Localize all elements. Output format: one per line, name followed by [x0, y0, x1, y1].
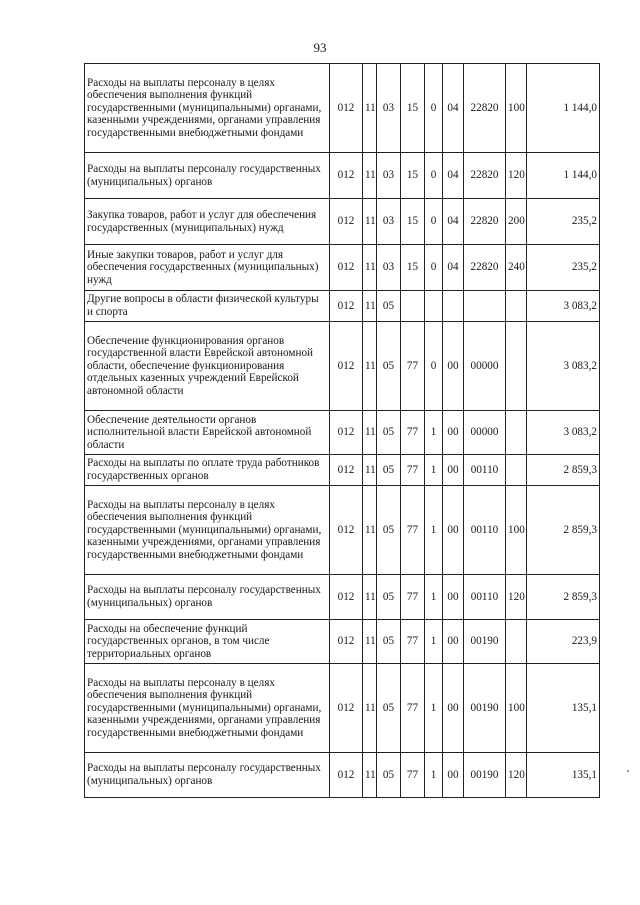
cell-item	[464, 64, 506, 153]
cell-subprogram	[425, 664, 443, 753]
cell-program	[401, 291, 425, 322]
cell-direction-value: 04	[447, 261, 459, 274]
cell-subsection-value: 05	[382, 359, 395, 372]
cell-subsection-value: 05	[382, 701, 395, 714]
cell-program	[401, 753, 425, 798]
cell-subprogram	[425, 322, 443, 411]
cell-item-value: 00190	[470, 768, 499, 781]
cell-direction	[443, 153, 464, 199]
cell-program	[401, 411, 425, 455]
cell-direction	[443, 620, 464, 664]
cell-direction	[443, 64, 464, 153]
cell-section	[363, 411, 377, 455]
cell-direction-value: 00	[447, 523, 459, 536]
cell-item-value: 00190	[470, 635, 499, 648]
cell-section-value: 11	[365, 701, 376, 714]
cell-subsection-value: 03	[382, 261, 395, 274]
cell-item	[464, 486, 506, 575]
cell-subprogram	[425, 455, 443, 486]
cell-expense-type-value: 120	[508, 169, 525, 182]
cell-expense-type-value: 120	[508, 590, 525, 603]
cell-subprogram	[425, 753, 443, 798]
cell-program-value: 77	[406, 635, 419, 648]
cell-ministry-value: 012	[337, 463, 355, 476]
cell-ministry	[330, 486, 363, 575]
cell-section-value: 11	[365, 463, 376, 476]
cell-direction	[443, 322, 464, 411]
table-row	[85, 322, 600, 411]
cell-amount: 1 144,0	[527, 153, 600, 199]
table-row	[85, 486, 600, 575]
cell-ministry-value: 012	[337, 359, 355, 372]
cell-amount: 1 144,0	[527, 64, 600, 153]
cell-program	[401, 620, 425, 664]
cell-expense-type	[506, 411, 527, 455]
cell-direction-value: 04	[447, 215, 459, 228]
cell-subprogram-value: 1	[430, 701, 437, 714]
table-row	[85, 753, 600, 798]
cell-section	[363, 199, 377, 245]
cell-subsection	[377, 664, 401, 753]
cell-direction	[443, 486, 464, 575]
cell-subprogram	[425, 153, 443, 199]
cell-item-value: 00190	[470, 701, 499, 714]
cell-subsection	[377, 245, 401, 291]
table-row	[85, 245, 600, 291]
budget-table	[84, 63, 600, 798]
table-row	[85, 64, 600, 153]
cell-ministry	[330, 64, 363, 153]
cell-amount: 2 859,3	[527, 575, 600, 620]
cell-subprogram-value: 0	[430, 169, 437, 182]
cell-subsection	[377, 153, 401, 199]
cell-amount: 3 083,2	[527, 322, 600, 411]
cell-section-value: 11	[365, 101, 376, 114]
cell-section	[363, 753, 377, 798]
cell-ministry	[330, 620, 363, 664]
cell-subsection	[377, 486, 401, 575]
cell-subsection	[377, 575, 401, 620]
cell-direction	[443, 575, 464, 620]
cell-subprogram	[425, 411, 443, 455]
cell-ministry	[330, 575, 363, 620]
cell-subsection-value: 05	[382, 768, 395, 781]
table-row	[85, 575, 600, 620]
cell-expense-type-value: 200	[508, 215, 525, 228]
cell-program-value: 77	[406, 590, 419, 603]
table-row	[85, 664, 600, 753]
cell-program	[401, 664, 425, 753]
cell-section	[363, 245, 377, 291]
table-row	[85, 199, 600, 245]
cell-name: Расходы на выплаты персоналу в целях обеспечения выполнения функций государственными (муниципальными) органами, казенными учреждениями, органами управления государственными внебюджетными фондами	[85, 486, 330, 575]
cell-expense-type	[506, 575, 527, 620]
cell-subsection-value: 05	[382, 635, 395, 648]
cell-item	[464, 322, 506, 411]
cell-section	[363, 620, 377, 664]
cell-amount: 223,9	[527, 620, 600, 664]
cell-program-value: 15	[406, 101, 419, 114]
cell-subprogram-value: 0	[430, 359, 437, 372]
table-row	[85, 455, 600, 486]
cell-direction	[443, 664, 464, 753]
cell-subprogram	[425, 575, 443, 620]
cell-ministry	[330, 245, 363, 291]
cell-item-value: 00110	[470, 463, 499, 476]
cell-amount: 3 083,2	[527, 291, 600, 322]
cell-name: Обеспечение функционирования органов государственной власти Еврейской автономной области, обеспечение функционирования отдельных казенных учреждений Еврейской автономной области	[85, 322, 330, 411]
cell-program	[401, 322, 425, 411]
cell-program-value: 77	[406, 701, 419, 714]
cell-expense-type	[506, 322, 527, 411]
cell-subsection-value: 05	[382, 463, 395, 476]
cell-direction	[443, 411, 464, 455]
budget-table-body	[85, 64, 600, 798]
cell-amount: 135,1	[527, 753, 600, 798]
cell-item	[464, 291, 506, 322]
cell-amount: 135,1	[527, 664, 600, 753]
cell-subsection	[377, 64, 401, 153]
cell-section-value: 11	[365, 261, 376, 274]
cell-direction-value: 00	[447, 635, 459, 648]
table-row	[85, 291, 600, 322]
cell-subprogram	[425, 199, 443, 245]
cell-program-value: 77	[406, 768, 419, 781]
cell-subsection	[377, 199, 401, 245]
cell-amount: 3 083,2	[527, 411, 600, 455]
cell-section-value: 11	[365, 169, 376, 182]
cell-subprogram-value: 0	[430, 101, 437, 114]
cell-program-value: 15	[406, 169, 419, 182]
cell-section-value: 11	[365, 590, 376, 603]
cell-direction	[443, 455, 464, 486]
cell-expense-type	[506, 753, 527, 798]
cell-expense-type	[506, 486, 527, 575]
cell-subprogram-value: 1	[430, 590, 437, 603]
cell-program	[401, 486, 425, 575]
cell-item	[464, 664, 506, 753]
cell-name: Расходы на обеспечение функций государственных органов, в том числе территориальных органов	[85, 620, 330, 664]
cell-expense-type	[506, 455, 527, 486]
cell-amount: 2 859,3	[527, 486, 600, 575]
cell-expense-type	[506, 664, 527, 753]
cell-item	[464, 411, 506, 455]
cell-name: Расходы на выплаты персоналу государственных (муниципальных) органов	[85, 753, 330, 798]
cell-program-value: 77	[406, 523, 419, 536]
cell-section	[363, 664, 377, 753]
cell-item-value: 22820	[470, 169, 499, 182]
cell-program	[401, 455, 425, 486]
cell-subprogram	[425, 291, 443, 322]
cell-subprogram-value: 1	[430, 426, 437, 439]
cell-item-value: 00110	[470, 523, 499, 536]
cell-name: Обеспечение деятельности органов исполнительной власти Еврейской автономной области	[85, 411, 330, 455]
cell-direction-value: 00	[447, 590, 459, 603]
cell-section	[363, 153, 377, 199]
cell-program-value: 77	[406, 463, 419, 476]
cell-subsection	[377, 322, 401, 411]
scan-speck	[627, 770, 629, 772]
cell-program-value: 77	[406, 426, 419, 439]
cell-ministry	[330, 153, 363, 199]
cell-program-value: 15	[406, 215, 419, 228]
cell-name: Расходы на выплаты персоналу в целях обеспечения выполнения функций государственными (муниципальными) органами, казенными учреждениями, органами управления государственными внебюджетными фондами	[85, 664, 330, 753]
cell-direction-value: 00	[447, 768, 459, 781]
cell-amount: 235,2	[527, 199, 600, 245]
cell-ministry	[330, 322, 363, 411]
cell-subprogram-value: 1	[430, 768, 437, 781]
cell-name: Иные закупки товаров, работ и услуг для обеспечения государственных (муниципальных) нужд	[85, 245, 330, 291]
cell-ministry-value: 012	[337, 523, 355, 536]
cell-subsection	[377, 291, 401, 322]
cell-subsection-value: 03	[382, 169, 395, 182]
table-row	[85, 153, 600, 199]
cell-ministry-value: 012	[337, 215, 355, 228]
cell-ministry-value: 012	[337, 768, 355, 781]
cell-section-value: 11	[365, 299, 376, 312]
cell-ministry	[330, 753, 363, 798]
cell-direction-value: 04	[447, 101, 459, 114]
cell-subprogram	[425, 486, 443, 575]
cell-name: Расходы на выплаты по оплате труда работников государственных органов	[85, 455, 330, 486]
cell-subsection	[377, 455, 401, 486]
cell-section-value: 11	[365, 359, 376, 372]
cell-expense-type	[506, 620, 527, 664]
cell-expense-type	[506, 245, 527, 291]
cell-name: Другие вопросы в области физической культуры и спорта	[85, 291, 330, 322]
cell-subprogram	[425, 64, 443, 153]
cell-ministry	[330, 411, 363, 455]
cell-item	[464, 575, 506, 620]
cell-item-value: 00000	[470, 359, 499, 372]
cell-ministry	[330, 199, 363, 245]
cell-program-value: 15	[406, 261, 419, 274]
cell-item-value: 00000	[470, 426, 499, 439]
cell-section-value: 11	[365, 523, 376, 536]
cell-direction	[443, 199, 464, 245]
cell-item	[464, 753, 506, 798]
cell-section	[363, 322, 377, 411]
cell-ministry-value: 012	[337, 701, 355, 714]
cell-item	[464, 153, 506, 199]
cell-program	[401, 575, 425, 620]
cell-section	[363, 291, 377, 322]
cell-subsection	[377, 753, 401, 798]
cell-item-value: 22820	[470, 101, 499, 114]
cell-section-value: 11	[365, 768, 376, 781]
cell-expense-type-value: 100	[508, 523, 525, 536]
cell-expense-type	[506, 153, 527, 199]
cell-direction-value: 04	[447, 169, 459, 182]
cell-ministry-value: 012	[337, 426, 355, 439]
cell-program	[401, 199, 425, 245]
cell-program	[401, 245, 425, 291]
cell-amount: 2 859,3	[527, 455, 600, 486]
cell-section-value: 11	[365, 215, 376, 228]
cell-amount: 235,2	[527, 245, 600, 291]
cell-name: Расходы на выплаты персоналу государственных (муниципальных) органов	[85, 575, 330, 620]
cell-direction-value: 00	[447, 426, 459, 439]
cell-ministry	[330, 455, 363, 486]
cell-subsection	[377, 411, 401, 455]
cell-ministry	[330, 664, 363, 753]
cell-ministry-value: 012	[337, 261, 355, 274]
cell-program-value: 77	[406, 359, 419, 372]
cell-expense-type	[506, 199, 527, 245]
cell-item	[464, 455, 506, 486]
cell-section-value: 11	[365, 635, 376, 648]
cell-section	[363, 575, 377, 620]
cell-subsection-value: 05	[382, 299, 395, 312]
cell-program	[401, 153, 425, 199]
cell-subprogram-value: 1	[430, 635, 437, 648]
cell-expense-type-value: 240	[508, 261, 525, 274]
cell-expense-type-value: 100	[508, 701, 525, 714]
cell-direction-value: 00	[447, 463, 459, 476]
cell-expense-type-value: 120	[508, 768, 525, 781]
cell-item	[464, 199, 506, 245]
cell-direction-value: 00	[447, 701, 459, 714]
cell-subsection-value: 05	[382, 590, 395, 603]
cell-subprogram	[425, 620, 443, 664]
cell-item	[464, 620, 506, 664]
table-row	[85, 620, 600, 664]
cell-item-value: 22820	[470, 215, 499, 228]
page-number: 93	[313, 40, 327, 55]
cell-direction-value: 00	[447, 359, 459, 372]
cell-ministry-value: 012	[337, 590, 355, 603]
cell-expense-type-value: 100	[508, 101, 525, 114]
cell-item-value: 00110	[470, 590, 499, 603]
cell-section-value: 11	[365, 426, 376, 439]
cell-name: Расходы на выплаты персоналу в целях обеспечения выполнения функций государственными (муниципальными) органами, казенными учреждениями, органами управления государственными внебюджетными фондами	[85, 64, 330, 153]
cell-expense-type	[506, 291, 527, 322]
cell-ministry	[330, 291, 363, 322]
cell-subsection-value: 05	[382, 426, 395, 439]
table-row	[85, 411, 600, 455]
cell-direction	[443, 245, 464, 291]
cell-subprogram-value: 1	[430, 463, 437, 476]
cell-subprogram-value: 1	[430, 523, 437, 536]
cell-name: Расходы на выплаты персоналу государственных (муниципальных) органов	[85, 153, 330, 199]
cell-item-value: 22820	[470, 261, 499, 274]
cell-section	[363, 486, 377, 575]
cell-expense-type	[506, 64, 527, 153]
cell-section	[363, 64, 377, 153]
cell-ministry-value: 012	[337, 169, 355, 182]
cell-subprogram	[425, 245, 443, 291]
cell-item	[464, 245, 506, 291]
cell-subsection-value: 03	[382, 215, 395, 228]
cell-subprogram-value: 0	[430, 261, 437, 274]
cell-direction	[443, 291, 464, 322]
cell-ministry-value: 012	[337, 635, 355, 648]
cell-program	[401, 64, 425, 153]
cell-direction	[443, 753, 464, 798]
cell-ministry-value: 012	[337, 101, 355, 114]
cell-section	[363, 455, 377, 486]
cell-ministry-value: 012	[337, 299, 355, 312]
cell-subsection-value: 03	[382, 101, 395, 114]
cell-subprogram-value: 0	[430, 215, 437, 228]
cell-name: Закупка товаров, работ и услуг для обеспечения государственных (муниципальных) нужд	[85, 199, 330, 245]
cell-subsection-value: 05	[382, 523, 395, 536]
cell-subsection	[377, 620, 401, 664]
